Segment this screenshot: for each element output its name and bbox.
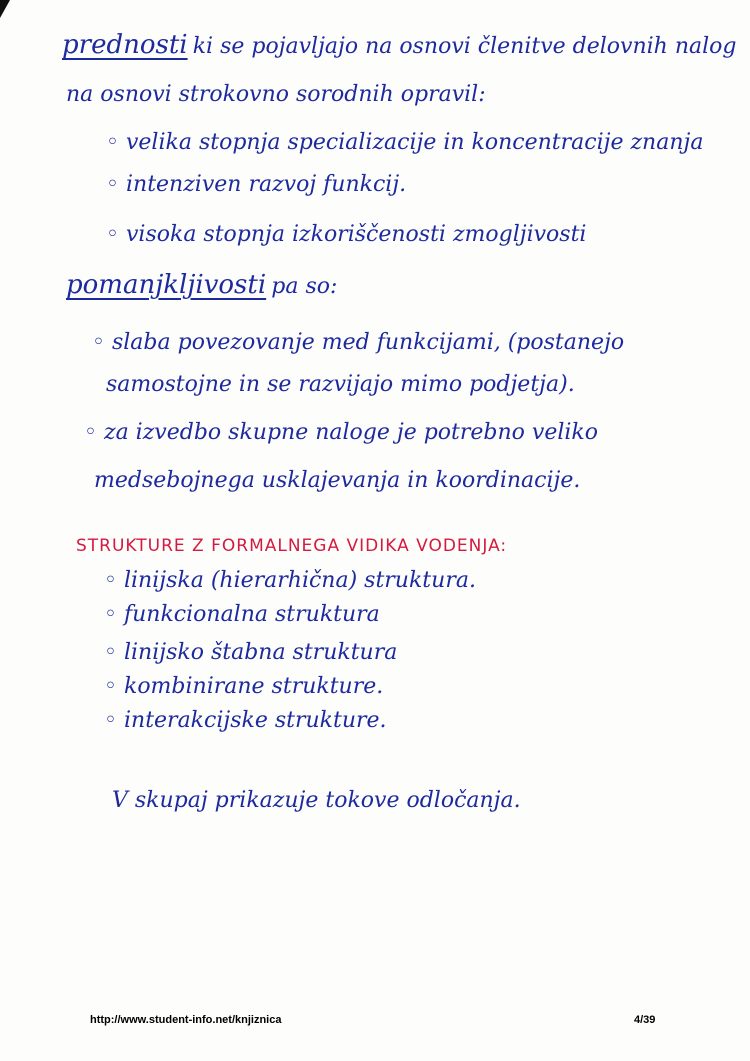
footer-url[interactable]: http://www.student-info.net/knjiznica — [90, 1014, 282, 1026]
notes-line-1 — [62, 30, 736, 60]
bullet-c5: ◦ interakcijske strukture. — [104, 708, 387, 733]
heading-strukture: STRUKTURE Z FORMALNEGA VIDIKA VODENJA: — [76, 536, 508, 556]
bullet-b2-line2: medsebojnega usklajevanja in koordinacije. — [94, 468, 581, 493]
bullet-a1: ◦ velika stopnja specializacije in koncentracije znanja — [106, 130, 703, 155]
bullet-c3: ◦ linijsko štabna struktura — [104, 640, 397, 665]
bullet-b1-line1: ◦ slaba povezovanje med funkcijami, (postanejo — [92, 330, 624, 355]
bullet-c2: ◦ funkcionalna struktura — [104, 602, 380, 627]
bullet-b1-line2: samostojne in se razvijajo mimo podjetja). — [106, 372, 575, 397]
heading-pomanjkljivosti: pomanjkljivosti — [66, 270, 267, 300]
footer-page-number: 4/39 — [634, 1014, 656, 1026]
notes-line-heading2 — [66, 270, 337, 300]
bullet-a3: ◦ visoka stopnja izkoriščenosti zmogljivosti — [106, 222, 586, 247]
heading-prednosti: prednosti — [62, 30, 188, 60]
bullet-a2: ◦ intenziven razvoj funkcij. — [106, 172, 406, 197]
heading2-rest: pa so: — [271, 274, 338, 299]
bullet-c1: ◦ linijska (hierarhična) struktura. — [104, 568, 476, 593]
closing-line: V skupaj prikazuje tokove odločanja. — [112, 788, 521, 813]
scan-corner-mark — [0, 0, 10, 18]
bullet-b2-line1: ◦ za izvedbo skupne naloge je potrebno veliko — [84, 420, 598, 445]
line1-text: ki se pojavljajo na osnovi členitve delovnih nalog — [192, 34, 737, 59]
bullet-c4: ◦ kombinirane strukture. — [104, 674, 383, 699]
notes-line-2: na osnovi strokovno sorodnih opravil: — [66, 82, 486, 107]
